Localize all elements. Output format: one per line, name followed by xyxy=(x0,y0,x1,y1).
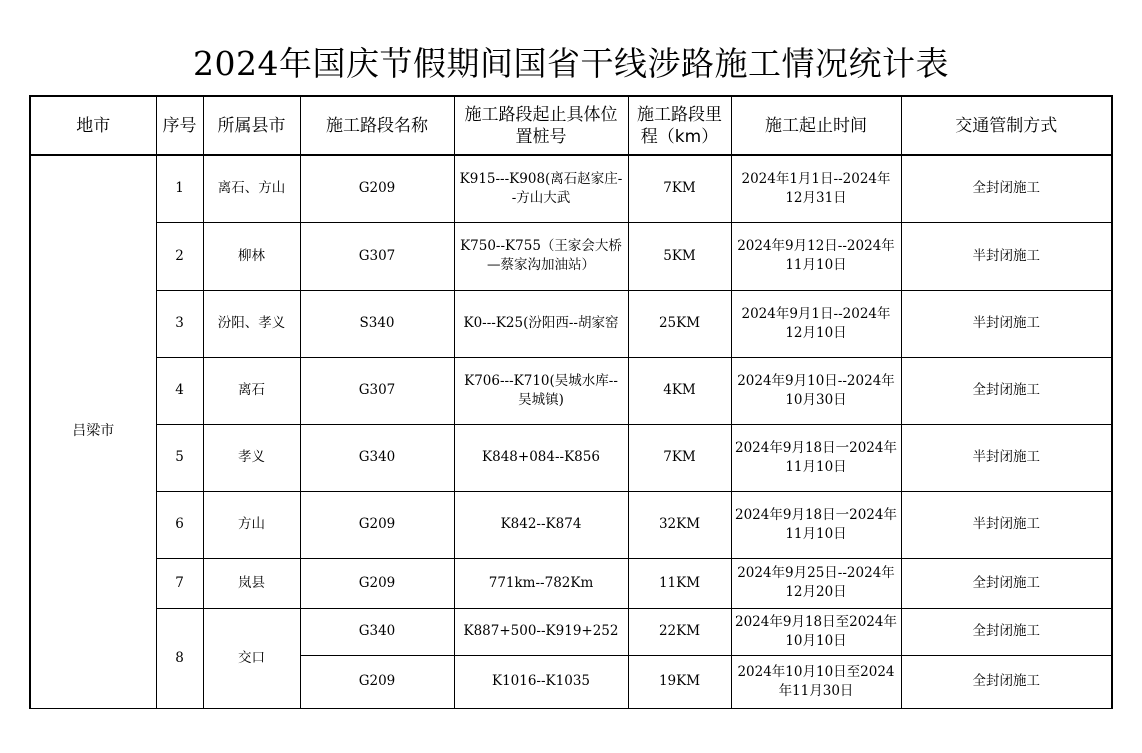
header-county: 所属县市 xyxy=(203,96,300,155)
table-row xyxy=(30,558,1112,608)
header-road-name: 施工路段名称 xyxy=(300,96,454,155)
header-row xyxy=(30,96,1112,155)
seq-cell: 1 xyxy=(156,155,203,222)
county-cell: 柳林 xyxy=(203,222,300,290)
county-cell: 交口 xyxy=(203,608,300,708)
county-cell: 离石、方山 xyxy=(203,155,300,222)
table-row xyxy=(30,491,1112,558)
seq-cell: 2 xyxy=(156,222,203,290)
county-cell: 岚县 xyxy=(203,558,300,608)
location-cell: 771km--782Km xyxy=(454,558,628,608)
period-cell: 2024年9月18日至2024年10月10日 xyxy=(731,608,901,655)
header-period: 施工起止时间 xyxy=(731,96,901,155)
traffic-cell: 半封闭施工 xyxy=(901,491,1112,558)
county-cell: 离石 xyxy=(203,357,300,424)
location-cell: K1016--K1035 xyxy=(454,655,628,708)
county-cell: 孝义 xyxy=(203,424,300,491)
road-cell: G209 xyxy=(300,491,454,558)
county-cell: 方山 xyxy=(203,491,300,558)
period-cell: 2024年9月1日--2024年12月10日 xyxy=(731,290,901,357)
mileage-cell: 5KM xyxy=(628,222,731,290)
period-cell: 2024年9月18日一2024年11月10日 xyxy=(731,491,901,558)
mileage-cell: 7KM xyxy=(628,424,731,491)
traffic-cell: 全封闭施工 xyxy=(901,558,1112,608)
header-city: 地市 xyxy=(30,96,156,155)
road-cell: G209 xyxy=(300,155,454,222)
location-cell: K848+084--K856 xyxy=(454,424,628,491)
road-cell: G307 xyxy=(300,357,454,424)
traffic-cell: 半封闭施工 xyxy=(901,424,1112,491)
seq-cell: 7 xyxy=(156,558,203,608)
traffic-cell: 全封闭施工 xyxy=(901,357,1112,424)
traffic-cell: 全封闭施工 xyxy=(901,655,1112,708)
table-row xyxy=(30,424,1112,491)
location-cell: K842--K874 xyxy=(454,491,628,558)
header-traffic: 交通管制方式 xyxy=(901,96,1112,155)
location-cell: K915---K908(离石赵家庄--方山大武 xyxy=(454,155,628,222)
mileage-cell: 19KM xyxy=(628,655,731,708)
seq-cell: 8 xyxy=(156,608,203,708)
seq-cell: 4 xyxy=(156,357,203,424)
mileage-cell: 7KM xyxy=(628,155,731,222)
traffic-cell: 半封闭施工 xyxy=(901,290,1112,357)
period-cell: 2024年9月10日--2024年10月30日 xyxy=(731,357,901,424)
period-cell: 2024年10月10日至2024年11月30日 xyxy=(731,655,901,708)
seq-cell: 3 xyxy=(156,290,203,357)
city-cell: 吕梁市 xyxy=(30,155,156,708)
traffic-cell: 半封闭施工 xyxy=(901,222,1112,290)
road-cell: G307 xyxy=(300,222,454,290)
road-cell: S340 xyxy=(300,290,454,357)
traffic-cell: 全封闭施工 xyxy=(901,608,1112,655)
location-cell: K887+500--K919+252 xyxy=(454,608,628,655)
period-cell: 2024年9月18日一2024年11月10日 xyxy=(731,424,901,491)
mileage-cell: 11KM xyxy=(628,558,731,608)
table-row xyxy=(30,222,1112,290)
mileage-cell: 22KM xyxy=(628,608,731,655)
location-cell: K0---K25(汾阳西--胡家窑 xyxy=(454,290,628,357)
header-mileage: 施工路段里程（km） xyxy=(628,96,731,155)
seq-cell: 6 xyxy=(156,491,203,558)
page-title: 2024年国庆节假期间国省干线涉路施工情况统计表 xyxy=(193,44,949,83)
road-cell: G209 xyxy=(300,558,454,608)
road-cell: G340 xyxy=(300,424,454,491)
header-location: 施工路段起止具体位置桩号 xyxy=(454,96,628,155)
seq-cell: 5 xyxy=(156,424,203,491)
location-cell: K706---K710(吴城水库--吴城镇) xyxy=(454,357,628,424)
table-row xyxy=(30,357,1112,424)
table-row xyxy=(30,155,1112,222)
table-row xyxy=(30,290,1112,357)
road-cell: G209 xyxy=(300,655,454,708)
mileage-cell: 4KM xyxy=(628,357,731,424)
traffic-cell: 全封闭施工 xyxy=(901,155,1112,222)
county-cell: 汾阳、孝义 xyxy=(203,290,300,357)
mileage-cell: 25KM xyxy=(628,290,731,357)
period-cell: 2024年9月25日--2024年12月20日 xyxy=(731,558,901,608)
table-row xyxy=(30,608,1112,655)
mileage-cell: 32KM xyxy=(628,491,731,558)
period-cell: 2024年1月1日--2024年12月31日 xyxy=(731,155,901,222)
period-cell: 2024年9月12日--2024年11月10日 xyxy=(731,222,901,290)
location-cell: K750--K755（王家会大桥—蔡家沟加油站） xyxy=(454,222,628,290)
road-cell: G340 xyxy=(300,608,454,655)
header-seq: 序号 xyxy=(156,96,203,155)
construction-table xyxy=(29,95,1113,709)
